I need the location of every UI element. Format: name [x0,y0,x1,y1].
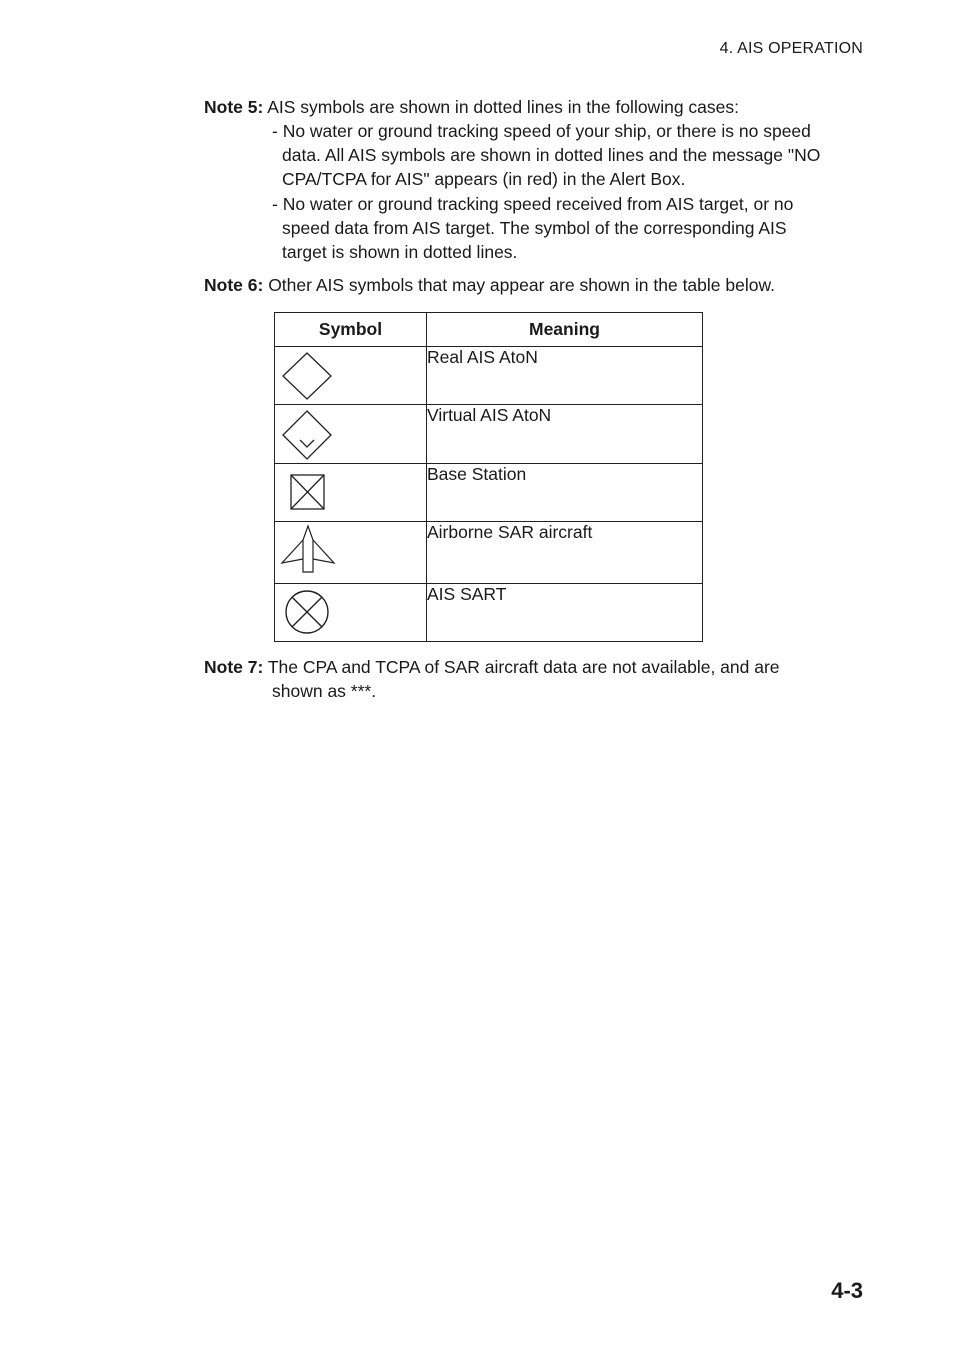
base-station-icon [275,464,355,522]
bullet-2-line-3: target is shown in dotted lines. [282,242,518,262]
note-7 [204,655,780,679]
section-header: 4. AIS OPERATION [719,40,863,57]
column-header-symbol: Symbol [275,313,427,347]
meaning-cell: Base Station [427,464,703,522]
meaning-cell: AIS SART [427,584,703,642]
symbol-cell [275,405,427,464]
column-header-meaning: Meaning [427,313,703,347]
bullet-1-line-1: - No water or ground tracking speed of your ship, or there is no speed [272,121,811,141]
real-aton-diamond-icon [275,347,355,405]
meaning-cell: Virtual AIS AtoN [427,405,703,464]
ais-sart-icon [275,584,355,642]
meaning-cell: Real AIS AtoN [427,347,703,405]
virtual-aton-diamond-icon [275,405,355,464]
table-row [275,347,703,405]
symbol-cell [275,464,427,522]
note-5-text: AIS symbols are shown in dotted lines in the following cases: [267,97,739,117]
table-row [275,405,703,464]
table-header-row [275,313,703,347]
bullet-2-line-1: - No water or ground tracking speed received from AIS target, or no [272,194,794,214]
note-5 [204,95,739,119]
note-7-continuation [272,679,872,703]
ais-symbol-table [274,312,703,642]
meaning-cell: Airborne SAR aircraft [427,522,703,584]
note-6 [204,273,775,297]
table-row [275,464,703,522]
page-number: 4-3 [831,1278,863,1303]
table-row [275,584,703,642]
bullet-1-line-2: data. All AIS symbols are shown in dotted lines and the message "NO [282,145,821,165]
symbol-cell [275,522,427,584]
symbol-cell [275,347,427,405]
bullet-2-line-2: speed data from AIS target. The symbol of the corresponding AIS [282,218,787,238]
table-row [275,522,703,584]
symbol-cell [275,584,427,642]
note-7-label: Note 7: [204,657,264,677]
note-7-line-2: shown as ***. [272,681,377,701]
bullet-1-line-3: CPA/TCPA for AIS" appears (in red) in the Alert Box. [282,169,686,189]
sar-aircraft-icon [275,522,355,584]
note-5-bullet-2 [272,192,872,264]
note-5-bullet-1 [272,119,872,191]
note-5-label: Note 5: [204,97,264,117]
note-7-line-1: The CPA and TCPA of SAR aircraft data are not available, and are [267,657,780,677]
note-6-label: Note 6: [204,275,264,295]
note-6-text: Other AIS symbols that may appear are shown in the table below. [268,275,775,295]
